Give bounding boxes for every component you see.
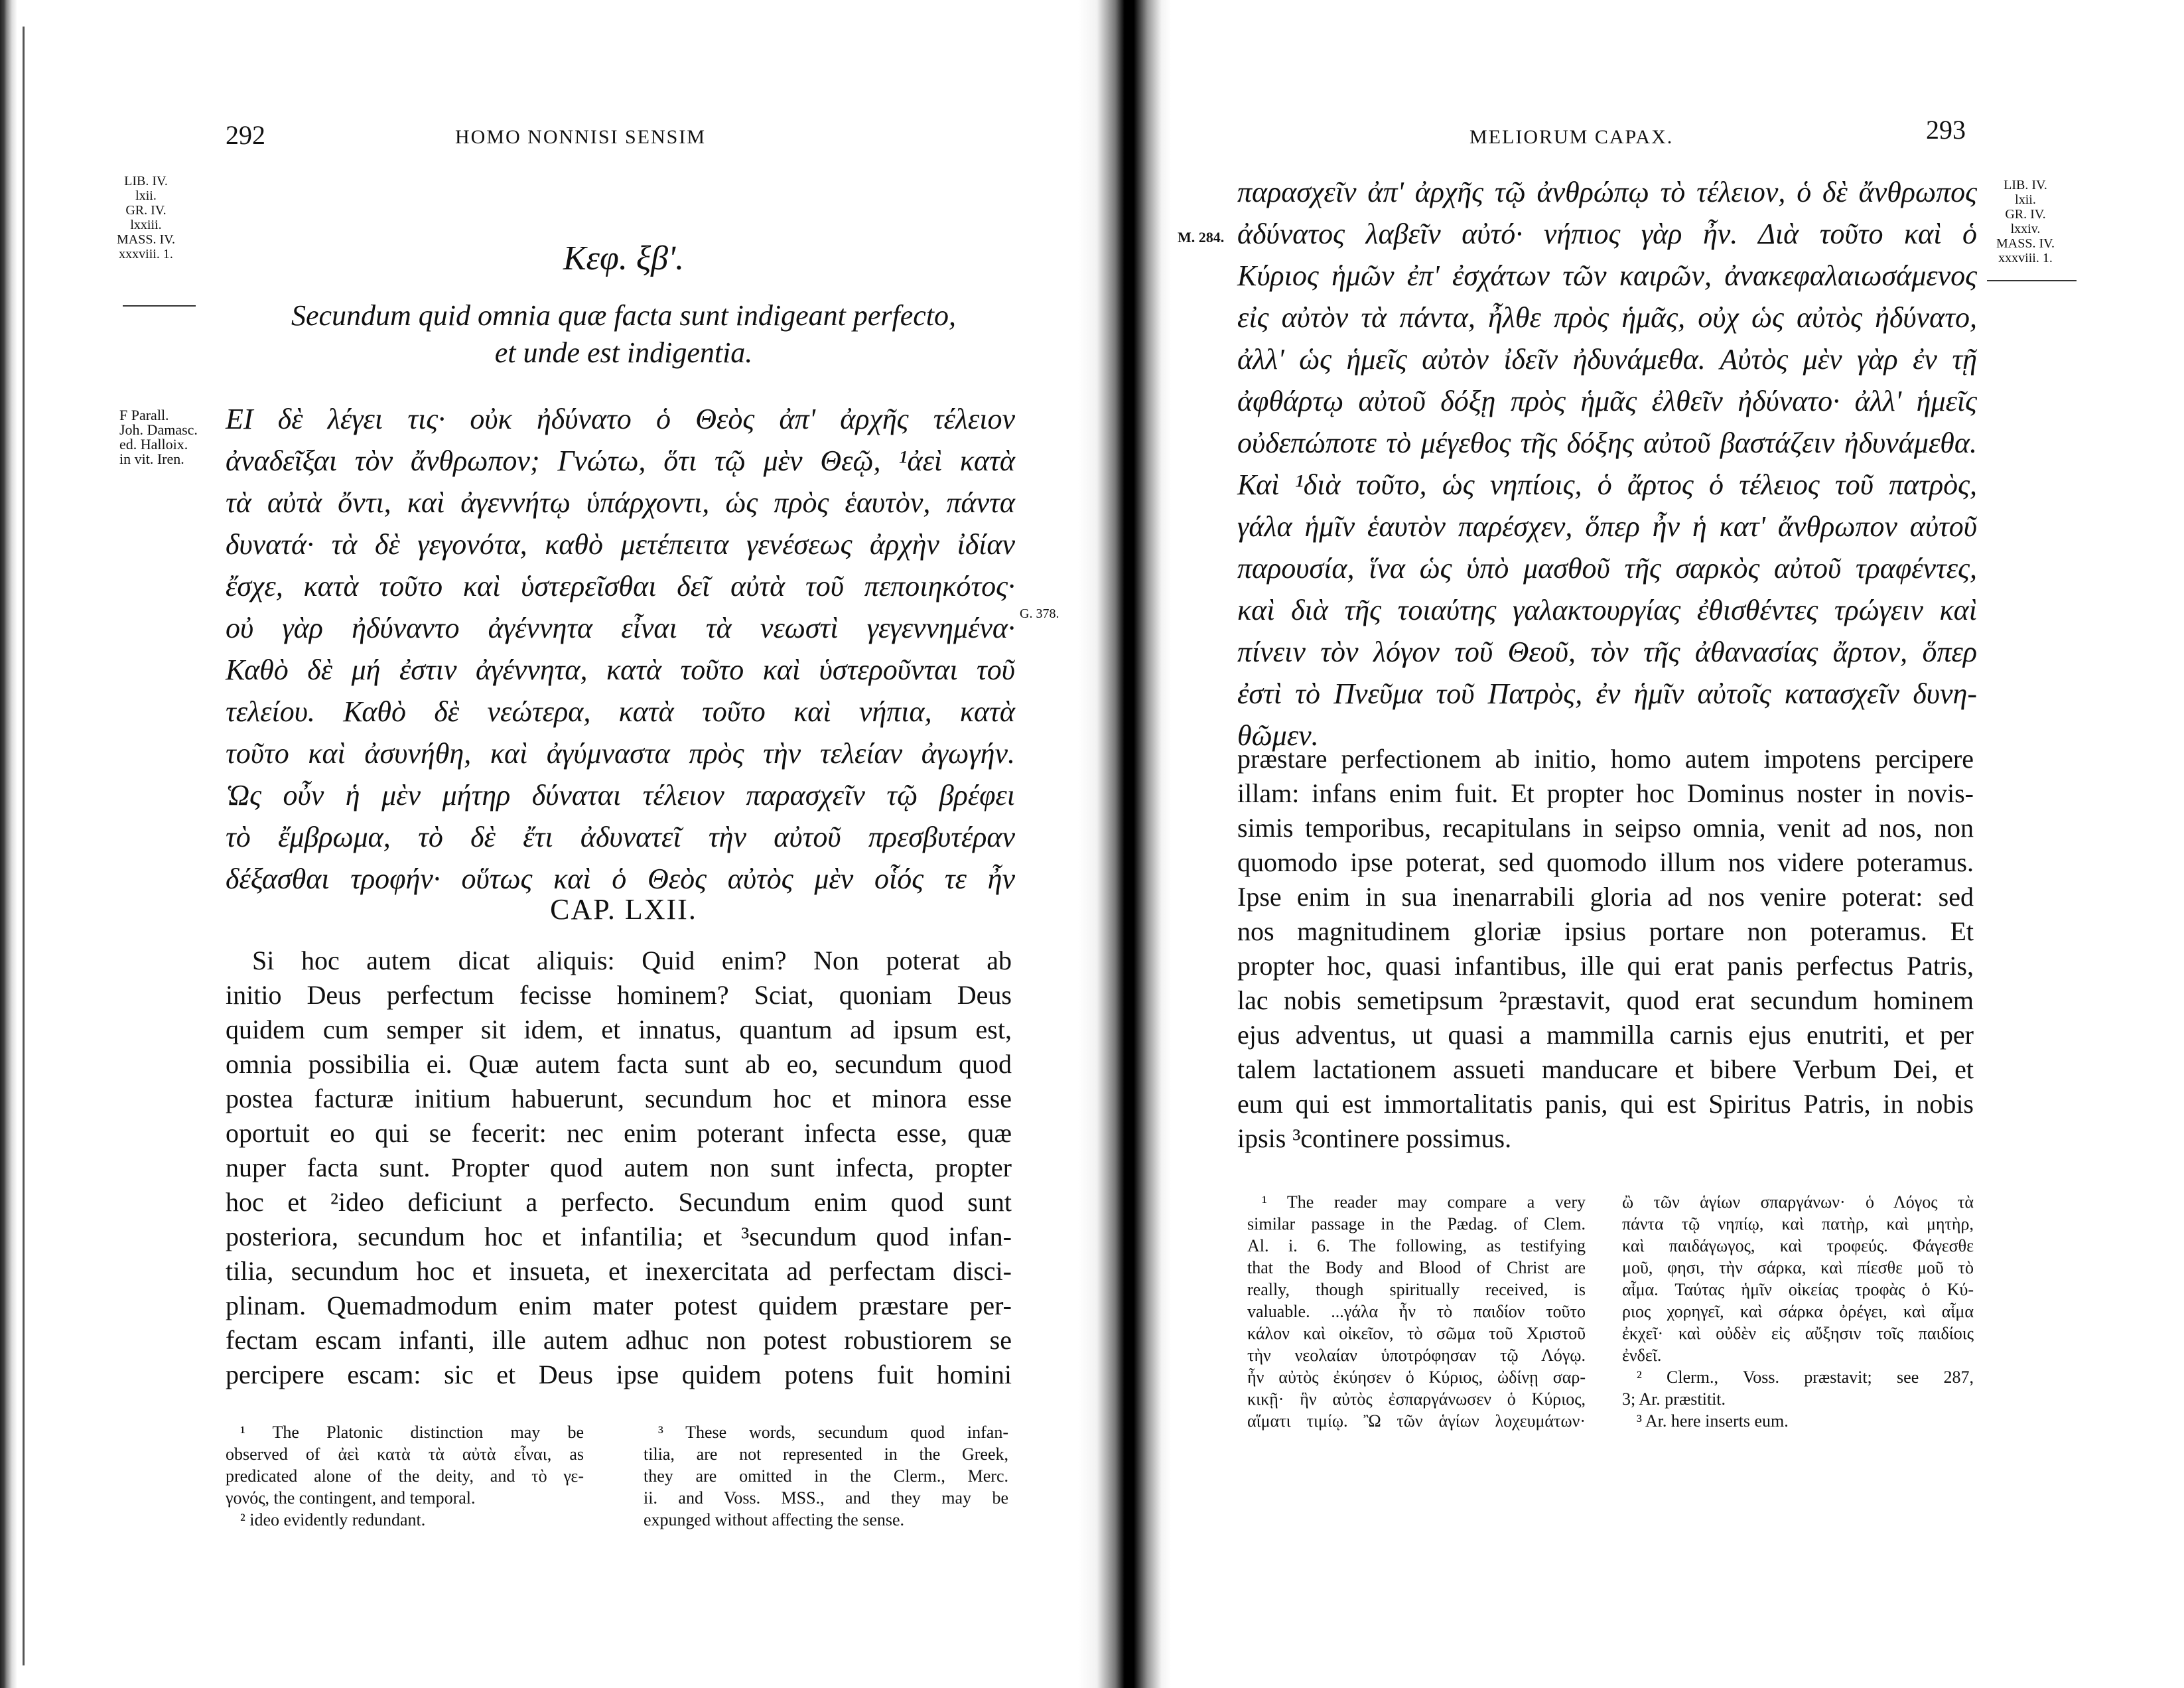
footnotes-col1 xyxy=(1247,1191,1586,1432)
margin-ref-line: lxxiv. xyxy=(2010,222,2041,236)
greek-line: Ὡς οὖν ἡ μὲν μήτηρ δύναται τέλειον παρασχεῖν τῷ βρέφει xyxy=(226,779,1015,811)
footnote-line: valuable. ...γάλα ἦν τὸ παιδίον τοῦτο xyxy=(1247,1302,1586,1321)
latin-line: illam: infans enim fuit. Et propter hoc Dominus noster in novis- xyxy=(1237,778,1974,808)
page-number: 293 xyxy=(1926,115,1966,145)
latin-line: ejus adventus, ut quasi a mammilla carnis ejus enutriti, et per xyxy=(1237,1020,1974,1050)
greek-line: Καθὸ δὲ μή ἐστιν ἀγέννητα, κατὰ τοῦτο καὶ ὑστεροῦνται τοῦ xyxy=(226,654,1015,686)
footnote-line: τὴν νεολαίαν ὑποτρόφησαν τῷ Λόγῳ. xyxy=(1247,1346,1586,1365)
right-page xyxy=(1171,0,2184,1688)
footnote-line: similar passage in the Pædag. of Clem. xyxy=(1247,1214,1586,1233)
latin-line: oportuit eo qui se fecerit: nec enim poterant infecta esse, quæ xyxy=(226,1118,1012,1148)
footnote-line: αἷμα. Ταύτας ἡμῖν οἰκείας τροφὰς ὁ Κύ- xyxy=(1622,1280,1974,1299)
greek-line: οὐ γὰρ ἠδύναντο ἀγέννητα εἶναι τὰ νεωστὶ γεγεννημένα· xyxy=(226,612,1015,644)
greek-line: πίνειν τὸν λόγον τοῦ Θεοῦ, τὸν τῆς ἀθανασίας ἄρτον, ὅπερ xyxy=(1237,636,1977,668)
footnote-line: observed of ἀεὶ κατὰ τὰ αὐτὰ εἶναι, as xyxy=(226,1444,584,1464)
footnote-line: ριος χορηγεῖ, καὶ σάρκα ὀρέγει, καὶ αἷμα xyxy=(1622,1302,1974,1321)
margin-ref-line: lxxiii. xyxy=(130,218,162,232)
latin-line: eum qui est immortalitatis panis, qui est Spiritus Patris, in nobis xyxy=(1237,1089,1974,1119)
footnote-line: ἦν αὐτὸς ἐκύησεν ὁ Κύριος, ὠδίνῃ σαρ- xyxy=(1247,1368,1586,1387)
greek-line: Κύριος ἡμῶν ἐπ' ἐσχάτων τῶν καιρῶν, ἀνακεφαλαιωσάμενος xyxy=(1237,259,1977,292)
left-page xyxy=(27,0,1078,1688)
page-edge-line xyxy=(23,27,25,1665)
latin-line: lac nobis semetipsum ²præstavit, quod erat secundum hominem xyxy=(1237,985,1974,1015)
greek-line: γάλα ἡμῖν ἑαυτὸν παρέσχεν, ὅπερ ἦν ἡ κατ' ἄνθρωπον αὐτοῦ xyxy=(1237,510,1977,543)
footnote-line: ² Clerm., Voss. præstavit; see 287, xyxy=(1637,1368,1974,1387)
footnote-line: ³ These words, secundum quod infan- xyxy=(658,1423,1008,1442)
source-line: Joh. Damasc. xyxy=(119,421,198,438)
footnote-line: ¹ The reader may compare a very xyxy=(1262,1192,1586,1212)
footnote-line: they are omitted in the Clerm., Merc. xyxy=(644,1466,1008,1486)
latin-line: plinam. Quemadmodum enim mater potest quidem præstare per- xyxy=(226,1291,1012,1320)
footnote-line: tilia, are not represented in the Greek, xyxy=(644,1444,1008,1464)
footnote-line: ² ideo evidently redundant. xyxy=(240,1510,426,1529)
latin-line: omnia possibilia ei. Quæ autem facta sunt ab eo, secundum quod xyxy=(226,1049,1012,1079)
footnotes-col2 xyxy=(1622,1191,1974,1432)
greek-line: ἀλλ' ὡς ἡμεῖς αὐτὸν ἰδεῖν ἠδυνάμεθα. Αὐτὸς μὲν γὰρ ἐν τῇ xyxy=(1237,343,1977,376)
latin-line: nos magnitudinem gloriæ ipsius portare non poteramus. Et xyxy=(1237,916,1974,946)
footnote-line: ὢ τῶν ἁγίων σπαργάνων· ὁ Λόγος τὰ xyxy=(1622,1192,1974,1212)
latin-line: Si hoc autem dicat aliquis: Quid enim? Non poterat ab xyxy=(252,946,1012,975)
source-line: ed. Halloix. xyxy=(119,436,188,453)
greek-line: ἔσχε, κατὰ τοῦτο καὶ ὑστερεῖσθαι δεῖ αὐτὰ τοῦ πεποιηκότος· xyxy=(226,570,1015,602)
footnote-line: that the Body and Blood of Christ are xyxy=(1247,1258,1586,1277)
greek-line: εἰς αὐτὸν τὰ πάντα, ἦλθε πρὸς ἡμᾶς, οὐχ ὡς αὐτὸς ἠδύνατο, xyxy=(1237,301,1977,334)
greek-margin-note: G. 378. xyxy=(1020,606,1059,621)
greek-line: Καὶ ¹διὰ τοῦτο, ὡς νηπίοις, ὁ ἄρτος ὁ τέλειος τοῦ πατρὸς, xyxy=(1237,468,1977,501)
latin-line: præstare perfectionem ab initio, homo autem impotens percipere xyxy=(1237,744,1974,774)
footnote-line: μοῦ, φησι, τὴν σάρκα, καὶ πίεσθε μοῦ τὸ xyxy=(1622,1258,1974,1277)
latin-line: initio Deus perfectum fecisse hominem? Sciat, quoniam Deus xyxy=(226,980,1012,1010)
margin-ref-line: MASS. IV. xyxy=(1996,236,2055,251)
latin-line: percipere escam: sic et Deus ipse quidem potens fuit homini xyxy=(226,1360,1012,1389)
latin-line: Ipse enim in sua inenarrabili gloria ad nos venire poterat: sed xyxy=(1237,882,1974,912)
book-gutter xyxy=(1078,0,1171,1688)
greek-line: παρασχεῖν ἀπ' ἀρχῆς τῷ ἀνθρώπῳ τὸ τέλειον, ὁ δὲ ἄνθρωπος xyxy=(1237,176,1977,208)
source-line: in vit. Iren. xyxy=(119,451,184,467)
margin-rule xyxy=(1987,280,2077,281)
greek-line: παρουσία, ἵνα ὡς ὑπὸ μασθοῦ τῆς σαρκὸς αὐτοῦ τραφέντες, xyxy=(1237,552,1977,585)
greek-line: θῶμεν. xyxy=(1237,719,1319,752)
footnote-line: καὶ παιδάγωγος, καὶ τροφεύς. Φάγεσθε xyxy=(1622,1236,1974,1255)
greek-line: τοῦτο καὶ ἀσυνήθη, καὶ ἀγύμναστα πρὸς τὴν τελείαν ἀγωγήν. xyxy=(226,737,1015,770)
latin-line: ipsis ³continere possimus. xyxy=(1237,1123,1512,1153)
margin-ref-line: xxxviii. 1. xyxy=(1998,251,2053,265)
margin-ref-line: xxxviii. 1. xyxy=(119,247,173,261)
footnote-line: ἐνδεῖ. xyxy=(1622,1346,1662,1365)
footnote-line: γονός, the contingent, and temporal. xyxy=(226,1488,476,1508)
footnote-line: ii. and Voss. MSS., and they may be xyxy=(644,1488,1008,1508)
footnote-line: ἐκχεῖ· καὶ οὐδὲν εἰς αὔξησιν τοῖς παιδίοις xyxy=(1622,1324,1974,1343)
footnote-line: predicated alone of the deity, and τὸ γε- xyxy=(226,1466,584,1486)
footnote-line: Al. i. 6. The following, as testifying xyxy=(1247,1236,1586,1255)
subtitle-line: et unde est indigentia. xyxy=(494,336,753,369)
latin-line: quidem cum semper sit idem, et innatus, quantum ad ipsum est, xyxy=(226,1015,1012,1044)
footnote-line: ¹ The Platonic distinction may be xyxy=(240,1423,584,1442)
margin-ref-line: lxii. xyxy=(2015,192,2036,207)
footnote-line: expunged without affecting the sense. xyxy=(644,1510,905,1529)
latin-line: postea facturæ initium habuerunt, secundum hoc et minora esse xyxy=(226,1084,1012,1113)
latin-line: propter hoc, quasi infantibus, ille qui erat panis perfectus Patris, xyxy=(1237,951,1974,981)
latin-line: tilia, secundum hoc et insueta, et inexercitata ad perfectam disci- xyxy=(226,1256,1012,1286)
greek-text xyxy=(1237,171,1977,756)
greek-line: ἀφθάρτῳ αὐτοῦ δόξῃ πρὸς ἡμᾶς ἐλθεῖν ἠδύνατο· ἀλλ' ἡμεῖς xyxy=(1237,385,1977,417)
chapter-subtitle xyxy=(219,297,1028,372)
chapter-greek-title: Κεφ. ξβ'. xyxy=(563,240,685,277)
latin-line: hoc et ²ideo deficiunt a perfecto. Secundum enim quod sunt xyxy=(226,1187,1012,1217)
latin-line: fectam escam infanti, ille autem adhuc non potest robustiorem se xyxy=(226,1325,1012,1355)
footnote-line: ³ Ar. here inserts eum. xyxy=(1637,1411,1789,1431)
greek-line: οὐδεπώποτε τὸ μέγεθος τῆς δόξης αὐτοῦ βαστάζειν ἠδυνάμεθα. xyxy=(1237,427,1977,459)
latin-line: posteriora, secundum hoc et infantilia; et ³secundum quod infan- xyxy=(226,1222,1012,1251)
latin-line: nuper facta sunt. Propter quod autem non sunt infecta, propter xyxy=(226,1153,1012,1182)
latin-line: talem lactationem assueti manducare et bibere Verbum Dei, et xyxy=(1237,1054,1974,1084)
cap-heading: CAP. LXII. xyxy=(550,893,697,926)
greek-text xyxy=(226,398,1015,900)
footnote-line: really, though spiritually received, is xyxy=(1247,1280,1586,1299)
footnote-line: κάλον καὶ οἰκεῖον, τὸ σῶμα τοῦ Χριστοῦ xyxy=(1247,1324,1586,1343)
greek-line: ἀναδεῖξαι τὸν ἄνθρωπον; Γνώτω, ὅτι τῷ μὲν Θεῷ, ¹ἀεὶ κατὰ xyxy=(226,445,1015,477)
footnote-line: κικῇ· ἣν αὐτὸς ἐσπαργάνωσεν ὁ Κύριος, xyxy=(1247,1389,1586,1409)
footnote-line: πάντα τῷ νηπίῳ, καὶ πατὴρ, καὶ μητὴρ, xyxy=(1622,1214,1974,1233)
margin-ref-line: LIB. IV. xyxy=(2004,178,2047,192)
greek-line: τὰ αὐτὰ ὄντι, καὶ ἀγεννήτῳ ὑπάρχοντι, ὡς πρὸς ἑαυτὸν, πάντα xyxy=(226,486,1015,519)
margin-ref-line: lxii. xyxy=(135,188,157,203)
greek-line: ἐστὶ τὸ Πνεῦμα τοῦ Πατρὸς, ἐν ἡμῖν αὐτοῖς κατασχεῖν δυνη- xyxy=(1237,677,1977,710)
greek-line: δυνατά· τὰ δὲ γεγονότα, καθὸ μετέπειτα γενέσεως ἀρχὴν ἰδίαν xyxy=(226,528,1015,561)
margin-ref-line: GR. IV. xyxy=(125,203,167,218)
subtitle-line: Secundum quid omnia quæ facta sunt indigeant perfecto, xyxy=(291,299,957,332)
margin-reference xyxy=(1992,178,2059,265)
margin-ref-line: GR. IV. xyxy=(2005,207,2046,222)
latin-text xyxy=(226,944,1012,1392)
greek-line: τὸ ἔμβρωμα, τὸ δὲ ἔτι ἀδυνατεῖ τὴν αὐτοῦ πρεσβυτέραν xyxy=(226,821,1015,853)
side-sources xyxy=(119,408,212,466)
margin-note-m: M. 284. xyxy=(1178,229,1225,246)
footnote-line: αἵματι τιμίῳ. Ὢ τῶν ἁγίων λοχευμάτων· xyxy=(1247,1411,1586,1431)
book-edge xyxy=(0,0,17,1688)
footnotes-col1 xyxy=(226,1421,584,1531)
latin-text xyxy=(1237,742,1974,1156)
latin-line: simis temporibus, recapitulans in seipso omnia, venit ad nos, non xyxy=(1237,813,1974,843)
page-number: 292 xyxy=(226,120,265,150)
margin-rule xyxy=(123,305,196,307)
margin-ref-line: MASS. IV. xyxy=(117,232,175,247)
running-head: HOMO NONNISI SENSIM xyxy=(455,126,707,148)
greek-line: καὶ διὰ τῆς τοιαύτης γαλακτουργίας ἐθισθέντες τρώγειν καὶ xyxy=(1237,594,1977,626)
footnotes-col2 xyxy=(644,1421,1008,1531)
greek-line: ἀδύνατος λαβεῖν αὐτό· νήπιος γὰρ ἦν. Διὰ τοῦτο καὶ ὁ xyxy=(1237,218,1977,250)
greek-line: τελείου. Καθὸ δὲ νεώτερα, κατὰ τοῦτο καὶ νήπια, κατὰ xyxy=(226,695,1015,728)
greek-line: ΕΙ δὲ λέγει τις· οὐκ ἠδύνατο ὁ Θεὸς ἀπ' ἀρχῆς τέλειον xyxy=(226,403,1015,435)
margin-reference xyxy=(113,174,179,261)
margin-ref-line: LIB. IV. xyxy=(124,174,168,188)
source-line: F Parall. xyxy=(119,407,169,423)
footnote-line: 3; Ar. præstitit. xyxy=(1622,1389,1726,1409)
running-head: MELIORUM CAPAX. xyxy=(1469,126,1674,148)
greek-line: δέξασθαι τροφήν· οὕτως καὶ ὁ Θεὸς αὐτὸς μὲν οἷός τε ἦν xyxy=(226,863,1015,895)
latin-line: quomodo ipse poterat, sed quomodo illum nos videre poteramus. xyxy=(1237,847,1974,877)
